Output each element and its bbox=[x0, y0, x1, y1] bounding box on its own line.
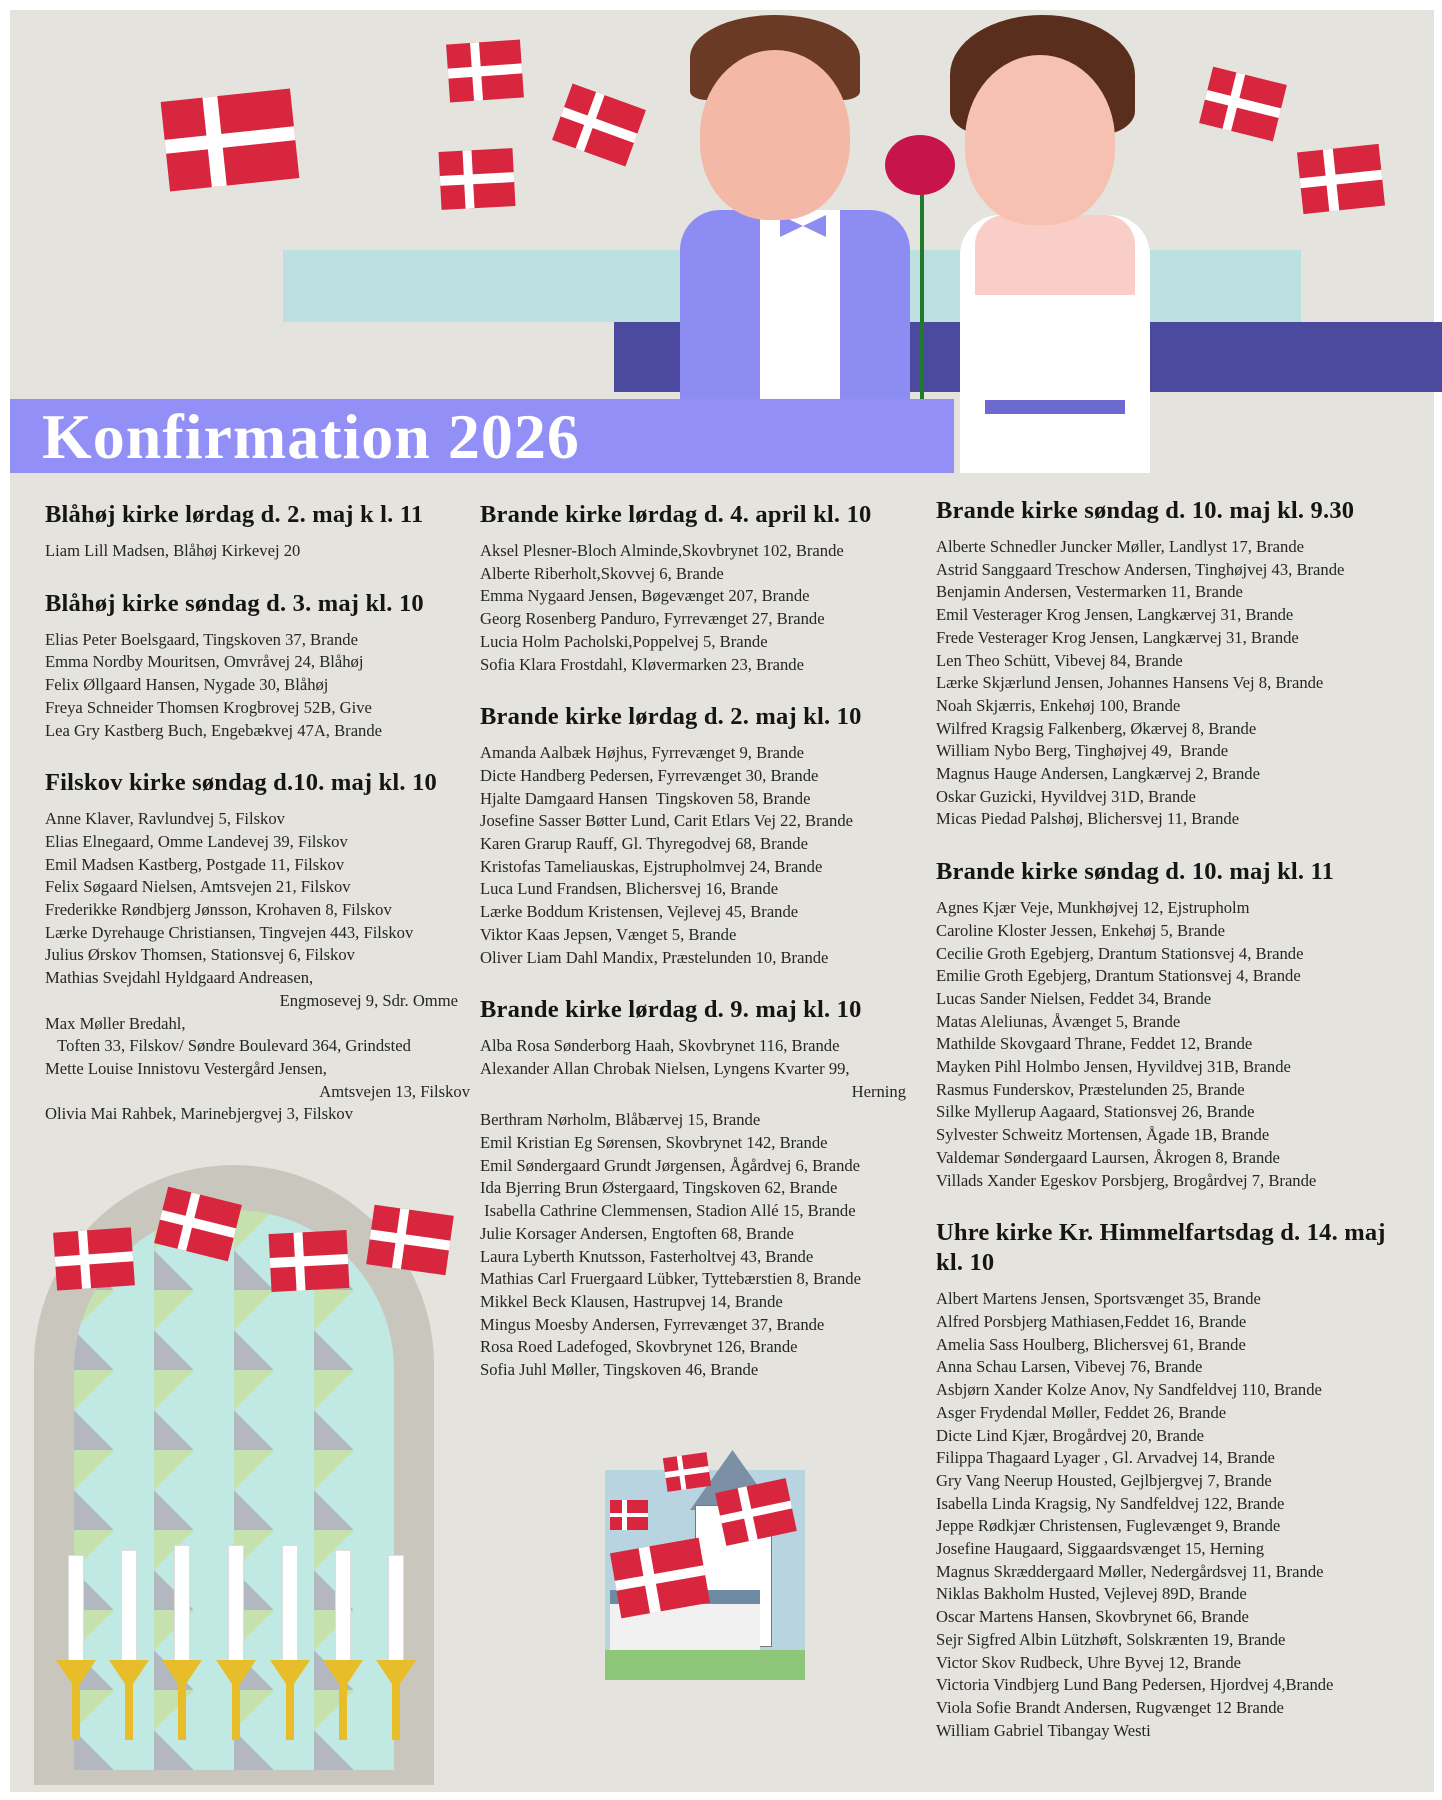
list-item: Sofia Klara Frostdahl, Kløvermarken 23, Brande bbox=[480, 654, 804, 674]
confirmand-list bbox=[480, 1035, 910, 1382]
page-title: Konfirmation 2026 bbox=[42, 401, 580, 472]
list-item: Julius Ørskov Thomsen, Stationsvej 6, Filskov bbox=[45, 945, 355, 965]
ceremony-heading: Filskov kirke søndag d.10. maj kl. 10 bbox=[45, 769, 437, 797]
list-item: Mingus Moesby Andersen, Fyrrevænget 37, Brande bbox=[480, 1314, 825, 1334]
list-item: Emilie Groth Egebjerg, Drantum Stationsvej 4, Brande bbox=[936, 966, 1301, 986]
list-item-continuation: Herning bbox=[851, 1081, 906, 1101]
list-item: Victoria Vindbjerg Lund Bang Pedersen, Hjordvej 4,Brande bbox=[936, 1675, 1334, 1695]
list-item: Lucia Holm Pacholski,Poppelvej 5, Brande bbox=[480, 631, 768, 651]
list-item: Mayken Pihl Holmbo Jensen, Hyvildvej 31B, Brande bbox=[936, 1057, 1291, 1077]
list-item: Mette Louise Innistovu Vestergård Jensen, bbox=[45, 1058, 327, 1078]
ceremony-section bbox=[936, 1218, 1406, 1742]
list-item: Aksel Plesner-Bloch Alminde,Skovbrynet 102, Brande bbox=[480, 541, 844, 560]
list-item: Benjamin Andersen, Vestermarken 11, Brande bbox=[936, 582, 1243, 602]
list-item: Julie Korsager Andersen, Engtoften 68, Brande bbox=[480, 1223, 794, 1243]
list-item: Isabella Linda Kragsig, Ny Sandfeldvej 122, Brande bbox=[936, 1493, 1285, 1513]
candle-icon bbox=[282, 1545, 298, 1662]
list-item-continuation: Amtsvejen 13, Filskov bbox=[319, 1081, 470, 1101]
ceremony-heading: Uhre kirke Kr. Himmelfartsdag d. 14. maj kl. 10 bbox=[936, 1219, 1386, 1277]
list-item: Silke Myllerup Aagaard, Stationsvej 26, Brande bbox=[936, 1102, 1255, 1122]
list-item: Valdemar Søndergaard Laursen, Åkrogen 8, Brande bbox=[936, 1147, 1280, 1167]
girl-figure-head bbox=[965, 55, 1115, 225]
list-item: Magnus Hauge Andersen, Langkærvej 2, Brande bbox=[936, 764, 1260, 784]
list-item: William Nybo Berg, Tinghøjvej 49, Brande bbox=[936, 741, 1229, 761]
list-item: Micas Piedad Palshøj, Blichersvej 11, Brande bbox=[936, 809, 1240, 829]
list-item: Sylvester Schweitz Mortensen, Ågade 1B, Brande bbox=[936, 1125, 1270, 1145]
confirmand-list bbox=[45, 808, 470, 1126]
list-item: Lærke Skjærlund Jensen, Johannes Hansens Vej 8, Brande bbox=[936, 673, 1324, 693]
ceremony-section bbox=[480, 702, 910, 969]
list-item: Elias Peter Boelsgaard, Tingskoven 37, Brande bbox=[45, 629, 358, 649]
list-item: Josefine Sasser Bøtter Lund, Carit Etlars Vej 22, Brande bbox=[480, 811, 853, 831]
ceremony-section bbox=[45, 589, 470, 743]
list-item: Anna Schau Larsen, Vibevej 76, Brande bbox=[936, 1357, 1203, 1377]
list-item: Agnes Kjær Veje, Munkhøjvej 12, Ejstrupholm bbox=[936, 898, 1250, 918]
list-item: Noah Skjærris, Enkehøj 100, Brande bbox=[936, 695, 1181, 715]
list-item: Felix Søgaard Nielsen, Amtsvejen 21, Filskov bbox=[45, 877, 351, 897]
list-item: Anne Klaver, Ravlundvej 5, Filskov bbox=[45, 809, 285, 829]
list-item: Caroline Kloster Jessen, Enkehøj 5, Brande bbox=[936, 920, 1225, 940]
grass-icon bbox=[605, 1650, 805, 1680]
list-item: Berthram Nørholm, Blåbærvej 15, Brande bbox=[480, 1110, 761, 1130]
girl-figure-top bbox=[975, 215, 1135, 295]
confirmand-list bbox=[45, 540, 470, 563]
list-item: Amanda Aalbæk Højhus, Fyrrevænget 9, Brande bbox=[480, 743, 804, 763]
list-item: Emil Kristian Eg Sørensen, Skovbrynet 142, Brande bbox=[480, 1133, 828, 1153]
list-item: Amelia Sass Houlberg, Blichersvej 61, Brande bbox=[936, 1334, 1246, 1354]
girl-figure-belt bbox=[985, 400, 1125, 414]
candle-icon bbox=[174, 1545, 190, 1662]
list-item: Mathias Svejdahl Hyldgaard Andreasen, bbox=[45, 968, 314, 988]
confirmand-list bbox=[936, 897, 1406, 1192]
danish-flag-icon bbox=[366, 1205, 454, 1276]
list-item: Asger Frydendal Møller, Feddet 26, Brande bbox=[936, 1402, 1227, 1422]
list-item: Emil Vesterager Krog Jensen, Langkærvej 31, Brande bbox=[936, 605, 1294, 625]
list-item: Alexander Allan Chrobak Nielsen, Lyngens Kvarter 99, bbox=[480, 1058, 850, 1078]
list-item: Astrid Sanggaard Treschow Andersen, Tinghøjvej 43, Brande bbox=[936, 559, 1345, 579]
list-item: Dicte Handberg Pedersen, Fyrrevænget 30, Brande bbox=[480, 765, 819, 785]
list-item: Dicte Lind Kjær, Brogårdvej 20, Brande bbox=[936, 1425, 1204, 1445]
list-item: Len Theo Schütt, Vibevej 84, Brande bbox=[936, 650, 1183, 670]
ceremony-heading: Blåhøj kirke lørdag d. 2. maj k l. 11 bbox=[45, 501, 424, 528]
list-item: Mikkel Beck Klausen, Hastrupvej 14, Brande bbox=[480, 1291, 783, 1311]
list-item: Ida Bjerring Brun Østergaard, Tingskoven 62, Brande bbox=[480, 1178, 838, 1198]
list-item: Niklas Bakholm Husted, Vejlevej 89D, Brande bbox=[936, 1584, 1247, 1604]
rose-icon bbox=[885, 135, 955, 195]
danish-flag-icon bbox=[1297, 144, 1385, 214]
list-item: Isabella Cathrine Clemmensen, Stadion Allé 15, Brande bbox=[480, 1201, 856, 1221]
list-item: Alberte Riberholt,Skovvej 6, Brande bbox=[480, 563, 724, 583]
danish-flag-icon bbox=[446, 39, 524, 102]
list-item: Max Møller Bredahl, bbox=[45, 1013, 186, 1033]
ceremony-section bbox=[936, 496, 1406, 831]
ceremony-heading: Blåhøj kirke søndag d. 3. maj kl. 10 bbox=[45, 589, 424, 617]
list-item: Elias Elnegaard, Omme Landevej 39, Filskov bbox=[45, 831, 348, 851]
list-item: Villads Xander Egeskov Porsbjerg, Brogårdvej 7, Brande bbox=[936, 1170, 1317, 1190]
ceremony-heading: Brande kirke søndag d. 10. maj kl. 11 bbox=[936, 858, 1335, 886]
column-2 bbox=[480, 500, 910, 1408]
candle-icon bbox=[228, 1545, 244, 1662]
ceremony-section bbox=[480, 995, 910, 1382]
list-item: Mathias Carl Fruergaard Lübker, Tyttebærstien 8, Brande bbox=[480, 1269, 861, 1289]
list-item: Cecilie Groth Egebjerg, Drantum Stationsvej 4, Brande bbox=[936, 943, 1304, 963]
list-item: Lea Gry Kastberg Buch, Engebækvej 47A, Brande bbox=[45, 720, 383, 740]
list-item: Emma Nordby Mouritsen, Omvråvej 24, Blåhøj bbox=[45, 652, 364, 672]
list-item: Oskar Guzicki, Hyvildvej 31D, Brande bbox=[936, 786, 1196, 806]
list-item: Luca Lund Frandsen, Blichersvej 16, Brande bbox=[480, 879, 779, 899]
list-item: Felix Øllgaard Hansen, Nygade 30, Blåhøj bbox=[45, 675, 329, 695]
danish-flag-icon bbox=[161, 88, 300, 191]
list-item: Jeppe Rødkjær Christensen, Fuglevænget 9, Brande bbox=[936, 1516, 1281, 1536]
ceremony-heading: Brande kirke lørdag d. 9. maj kl. 10 bbox=[480, 996, 862, 1024]
list-item: Emma Nygaard Jensen, Bøgevænget 207, Brande bbox=[480, 586, 810, 606]
ceremony-heading: Brande kirke søndag d. 10. maj kl. 9.30 bbox=[936, 497, 1355, 524]
confirmand-list bbox=[480, 540, 910, 676]
list-item: Viktor Kaas Jepsen, Vænget 5, Brande bbox=[480, 924, 737, 944]
ceremony-section bbox=[45, 768, 470, 1126]
list-item: Oliver Liam Dahl Mandix, Præstelunden 10, Brande bbox=[480, 947, 829, 967]
ceremony-section bbox=[45, 500, 470, 563]
list-item: Alba Rosa Sønderborg Haah, Skovbrynet 116, Brande bbox=[480, 1036, 840, 1056]
list-item: Laura Lyberth Knutsson, Fasterholtvej 43, Brande bbox=[480, 1246, 814, 1266]
list-item: Mathilde Skovgaard Thrane, Feddet 12, Brande bbox=[936, 1034, 1253, 1054]
danish-flag-icon bbox=[439, 148, 516, 210]
candle-icon bbox=[68, 1555, 84, 1662]
list-item: Filippa Thagaard Lyager , Gl. Arvadvej 14, Brande bbox=[936, 1448, 1275, 1468]
list-item: Alberte Schnedler Juncker Møller, Landlyst 17, Brande bbox=[936, 537, 1304, 556]
list-item: Oscar Martens Hansen, Skovbrynet 66, Brande bbox=[936, 1607, 1249, 1627]
candle-icon bbox=[388, 1555, 404, 1662]
danish-flag-icon bbox=[663, 1452, 711, 1492]
list-item: Sejr Sigfred Albin Lützhøft, Solskrænten 19, Brande bbox=[936, 1629, 1286, 1649]
danish-flag-icon bbox=[53, 1227, 135, 1290]
list-item: Lucas Sander Nielsen, Feddet 34, Brande bbox=[936, 988, 1212, 1008]
list-item: Georg Rosenberg Panduro, Fyrrevænget 27, Brande bbox=[480, 609, 825, 629]
list-item: Liam Lill Madsen, Blåhøj Kirkevej 20 bbox=[45, 541, 301, 560]
list-item: Olivia Mai Rahbek, Marinebjergvej 3, Filskov bbox=[45, 1104, 354, 1124]
list-item: Emil Søndergaard Grundt Jørgensen, Ågårdvej 6, Brande bbox=[480, 1155, 861, 1175]
confirmand-list bbox=[480, 742, 910, 969]
list-item-continuation: Toften 33, Filskov/ Søndre Boulevard 364, Grindsted bbox=[45, 1036, 411, 1056]
list-item: Victor Skov Rudbeck, Uhre Byvej 12, Brande bbox=[936, 1652, 1242, 1672]
list-item: Karen Grarup Rauff, Gl. Thyregodvej 68, Brande bbox=[480, 834, 808, 854]
list-item: Matas Aleliunas, Åvænget 5, Brande bbox=[936, 1011, 1181, 1031]
list-item: Freya Schneider Thomsen Krogbrovej 52B, Give bbox=[45, 697, 372, 717]
confirmand-list bbox=[936, 1288, 1406, 1742]
list-item: William Gabriel Tibangay Westi bbox=[936, 1720, 1151, 1740]
ceremony-heading: Brande kirke lørdag d. 2. maj kl. 10 bbox=[480, 703, 862, 731]
list-item: Asbjørn Xander Kolze Anov, Ny Sandfeldvej 110, Brande bbox=[936, 1380, 1322, 1400]
list-item: Frede Vesterager Krog Jensen, Langkærvej 31, Brande bbox=[936, 627, 1299, 647]
list-item: Lærke Boddum Kristensen, Vejlevej 45, Brande bbox=[480, 902, 799, 922]
confirmand-list bbox=[936, 536, 1406, 831]
ceremony-heading: Brande kirke lørdag d. 4. april kl. 10 bbox=[480, 501, 872, 528]
candle-icon bbox=[121, 1550, 137, 1662]
list-item: Hjalte Damgaard Hansen Tingskoven 58, Brande bbox=[480, 788, 811, 808]
list-item: Wilfred Kragsig Falkenberg, Økærvej 8, Brande bbox=[936, 718, 1257, 738]
list-item-continuation: Engmosevej 9, Sdr. Omme bbox=[279, 990, 458, 1010]
ceremony-section bbox=[936, 857, 1406, 1192]
list-item: Albert Martens Jensen, Sportsvænget 35, Brande bbox=[936, 1289, 1261, 1309]
list-item: Rasmus Funderskov, Præstelunden 25, Brande bbox=[936, 1079, 1245, 1099]
ceremony-section bbox=[480, 500, 910, 676]
confirmand-list bbox=[45, 629, 470, 743]
danish-flag-icon bbox=[269, 1230, 350, 1292]
list-item: Josefine Haugaard, Siggaardsvænget 15, Herning bbox=[936, 1539, 1265, 1559]
list-item: Viola Sofie Brandt Andersen, Rugvænget 12 Brande bbox=[936, 1697, 1284, 1717]
danish-flag-icon bbox=[610, 1500, 648, 1530]
list-item: Kristofas Tameliauskas, Ejstrupholmvej 24, Brande bbox=[480, 856, 823, 876]
boy-figure-head bbox=[700, 50, 850, 220]
list-item: Emil Madsen Kastberg, Postgade 11, Filskov bbox=[45, 854, 345, 874]
list-item: Rosa Roed Ladefoged, Skovbrynet 126, Brande bbox=[480, 1337, 798, 1357]
candle-icon bbox=[335, 1550, 351, 1662]
list-item: Alfred Porsbjerg Mathiasen,Feddet 16, Brande bbox=[936, 1311, 1247, 1331]
list-item: Lærke Dyrehauge Christiansen, Tingvejen 443, Filskov bbox=[45, 922, 414, 942]
list-item: Sofia Juhl Møller, Tingskoven 46, Brande bbox=[480, 1360, 759, 1380]
list-item: Frederikke Røndbjerg Jønsson, Krohaven 8, Filskov bbox=[45, 900, 392, 920]
column-3 bbox=[936, 496, 1406, 1768]
list-item: Magnus Skræddergaard Møller, Nedergårdsvej 11, Brande bbox=[936, 1561, 1324, 1581]
list-item: Gry Vang Neerup Housted, Gejlbjergvej 7, Brande bbox=[936, 1470, 1272, 1490]
column-1 bbox=[45, 500, 470, 1152]
